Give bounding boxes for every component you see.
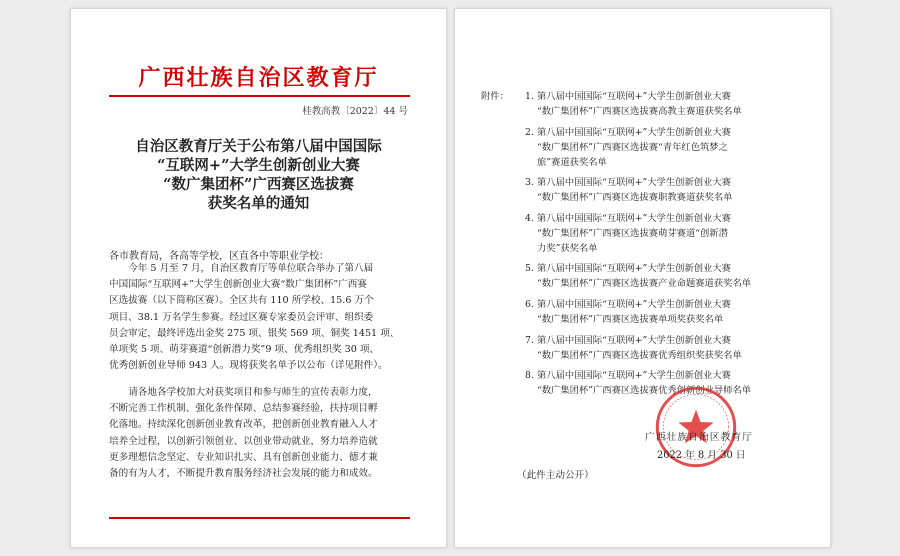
paragraph-line: 今年 5 月至 7 月，自治区教育厅等单位联合举办了第八届 [128, 263, 374, 274]
attachment-item [525, 297, 825, 327]
attachment-line: “数广集团杯”广西赛区选拔赛“青年红色筑梦之 [537, 141, 728, 153]
attachment-line: 第八届中国国际“互联网+”大学生创新创业大赛 [537, 263, 731, 275]
title-line: “互联网+”大学生创新创业大赛 [157, 157, 360, 174]
body-paragraph-1 [109, 261, 410, 374]
attachment-number: 3. [525, 177, 534, 189]
left-page [70, 8, 447, 548]
attachment-line: 第八届中国国际“互联网+”大学生创新创业大赛 [537, 126, 731, 138]
paragraph-line: 项目、38.1 万名学生参赛。经过区赛专家委员会评审、组织委 [109, 311, 374, 323]
paragraph-line: 化落地。持续深化创新创业教育改革，把创新创业教育融入人才 [109, 419, 378, 431]
header-title: 广西壮族自治区教育厅 [138, 65, 379, 91]
attachment-line: 第八届中国国际“互联网+”大学生创新创业大赛 [537, 177, 731, 189]
body-paragraph-2 [109, 385, 410, 482]
attachment-line: “数广集团杯”广西赛区选拔赛高教主赛道获奖名单 [537, 106, 742, 117]
document-number: 桂教高教〔2022〕44 号 [302, 106, 408, 117]
attachment-item [525, 261, 825, 291]
attachment-item [525, 211, 825, 256]
document-title [71, 137, 446, 213]
attachment-line: 力奖”获奖名单 [537, 242, 598, 254]
attachment-line: “数广集团杯”广西赛区选拔赛优秀创新创业导师名单 [537, 385, 752, 397]
paragraph-line: 员会审定，最终评选出金奖 275 项、银奖 569 项、铜奖 1451 项、 [109, 327, 400, 339]
attachment-number: 8. [525, 370, 534, 382]
attachment-item [525, 333, 825, 363]
attachment-line: 第八届中国国际“互联网+”大学生创新创业大赛 [537, 91, 731, 102]
attachment-number: 4. [525, 212, 534, 224]
attachment-item [525, 125, 825, 170]
attachment-number: 6. [525, 298, 534, 310]
paragraph-line: 培养全过程，以创新引领创业、以创业带动就业，努力培养造就 [109, 435, 378, 447]
right-page [454, 8, 831, 548]
paragraph-line: 更多理想信念坚定、专业知识扎实、具有创新创业能力、德才兼 [109, 451, 378, 463]
title-line: “数广集团杯”广西赛区选拔赛 [163, 176, 354, 193]
attachment-line: 第八届中国国际“互联网+”大学生创新创业大赛 [537, 298, 731, 310]
attachment-line: “数广集团杯”广西赛区选拔赛萌芽赛道“创新潜 [537, 227, 728, 239]
header-red-line [109, 95, 410, 97]
attachment-line: “数广集团杯”广西赛区选拔赛产业命题赛道获奖名单 [537, 278, 752, 290]
paragraph-line: 优秀创新创业导师 943 人。现将获奖名单予以公布（详见附件）。 [109, 360, 388, 372]
public-disclosure-note: （此件主动公开） [517, 470, 594, 481]
attachment-line: 第八届中国国际“互联网+”大学生创新创业大赛 [537, 212, 731, 224]
attachment-number: 5. [525, 263, 534, 275]
issuer-name: 广西壮族自治区教育厅 [645, 432, 753, 443]
attachment-line: 第八届中国国际“互联网+”大学生创新创业大赛 [537, 334, 731, 346]
attachment-number: 7. [525, 334, 534, 346]
paragraph-line: 请各地各学校加大对获奖项目和参与师生的宣传表彰力度， [128, 387, 378, 398]
paragraph-line: 区选拔赛（以下简称区赛）。全区共有 110 所学校、15.6 万个 [109, 295, 374, 307]
paragraph-line: 不断完善工作机制、强化条件保障、总结参赛经验，扶持项目孵 [109, 403, 378, 415]
attachment-list [481, 89, 825, 404]
paragraph-line: 单项奖 5 项、萌芽赛道“创新潜力奖”9 项、优秀组织奖 30 项、 [109, 344, 380, 356]
attachment-label: 附件： [481, 91, 509, 102]
attachment-line: “数广集团杯”广西赛区选拔赛单项奖获奖名单 [537, 313, 724, 325]
paragraph-line: 中国国际“互联网+”大学生创新创业大赛“数广集团杯”广西赛 [109, 279, 367, 291]
paragraph-line: 备的有为人才，不断提升教育服务经济社会发展的能力和成效。 [109, 468, 378, 480]
attachment-line: “数广集团杯”广西赛区选拔赛职教赛道获奖名单 [537, 192, 733, 204]
issue-date: 2022 年 8 月 30 日 [657, 450, 746, 461]
salutation: 各市教育局，各高等学校，区直各中等职业学校： [109, 251, 329, 262]
footer-red-line [109, 517, 410, 519]
attachment-item [525, 89, 825, 119]
attachment-line: 旅”赛道获奖名单 [537, 156, 607, 168]
attachment-line: 第八届中国国际“互联网+”大学生创新创业大赛 [537, 370, 731, 382]
title-line: 自治区教育厅关于公布第八届中国国际 [135, 138, 382, 155]
attachment-number: 2. [525, 126, 534, 138]
title-line: 获奖名单的通知 [207, 195, 310, 212]
attachment-number: 1. [525, 91, 534, 102]
attachment-item [525, 175, 825, 205]
attachment-line: “数广集团杯”广西赛区选拔赛优秀组织奖获奖名单 [537, 349, 742, 361]
